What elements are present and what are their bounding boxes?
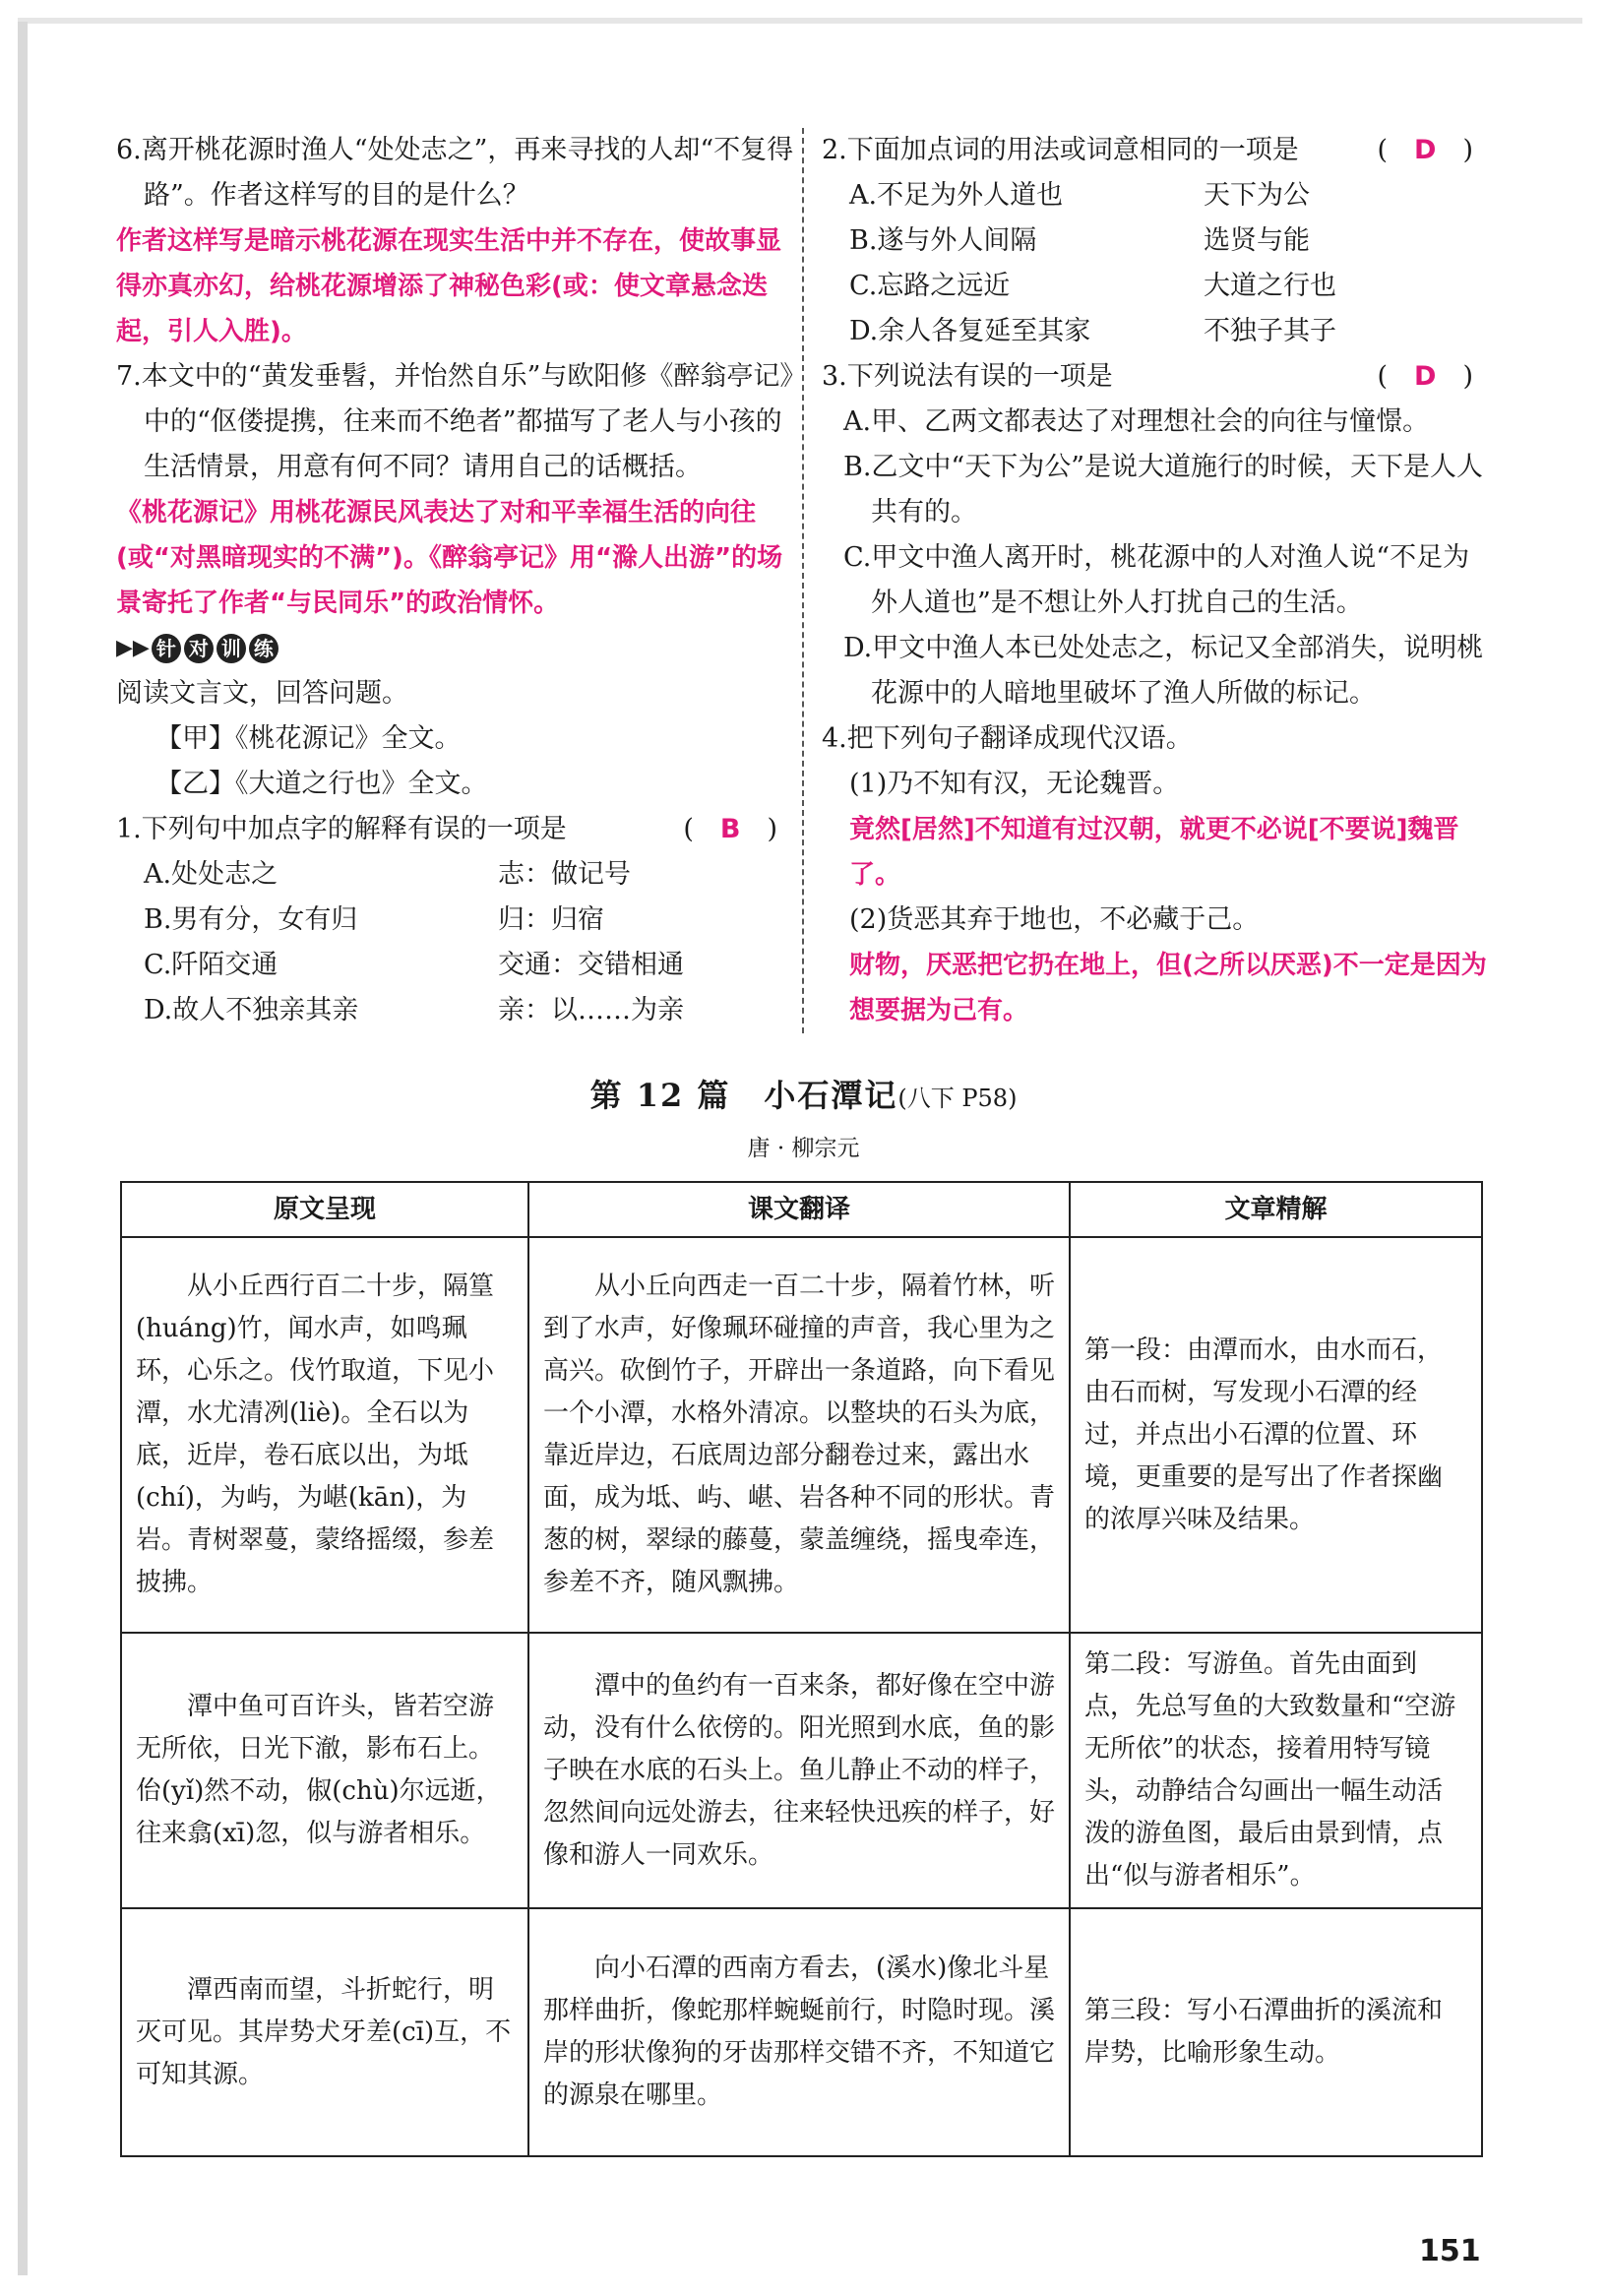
translation-cell: 潭中的鱼约有一百来条，都好像在空中游动，没有什么依傍的。阳光照到水底，鱼的影子映在水底的石头上。鱼儿静止不动的样子，忽然间向远处游去，往来轻快迅疾的样子，好像和游人一同欢乐。 <box>528 1633 1070 1908</box>
translation-cell: 向小石潭的西南方看去，(溪水)像北斗星那样曲折，像蛇那样蜿蜒前行，时隐时现。溪岸的形状像狗的牙齿那样交错不齐，不知道它的源泉在哪里。 <box>528 1908 1070 2156</box>
q3-option: C.甲文中渔人离开时，桃花源中的人对渔人说“不足为外人道也”是不想让外人打扰自己的生活。 <box>843 542 1470 618</box>
q2-option <box>822 264 1491 309</box>
q1-option <box>116 988 795 1033</box>
question-4: 4.把下列句子翻译成现代汉语。 <box>822 723 1193 754</box>
source-b: 【乙】《大道之行也》全文。 <box>155 769 488 799</box>
question-2: 2.下面加点词的用法或词意相同的一项是 <box>822 135 1299 165</box>
section-author: 唐 · 柳宗元 <box>747 1136 860 1161</box>
section-title <box>0 1071 1607 1116</box>
question-6: 6.离开桃花源时渔人“处处志之”，再来寻找的人却“不复得路”。作者这样写的目的是什么？ <box>116 135 794 211</box>
analysis-cell: 第一段：由潭而水，由水而石，由石而树，写发现小石潭的经过，并点出小石潭的位置、环境，更重要的是写出了作者探幽的浓厚兴味及结果。 <box>1070 1237 1482 1633</box>
training-chip: 练 <box>249 634 278 663</box>
option-gloss: 归：归宿 <box>498 904 604 935</box>
column-header: 原文呈现 <box>121 1182 528 1237</box>
option-text: A.处处志之 <box>144 859 278 890</box>
q4-sentence-1: (1)乃不知有汉，无论魏晋。 <box>849 769 1180 799</box>
option-compare: 不独子其子 <box>1204 316 1336 346</box>
answer-1-bracket: ( B ) <box>683 814 777 844</box>
analysis-table <box>120 1181 1483 2157</box>
right-column <box>822 128 1491 1033</box>
q3-option: D.甲文中渔人本已处处志之，标记又全部消失，说明桃花源中的人暗地里破坏了渔人所做的标记。 <box>843 633 1484 709</box>
answer-2-bracket: ( D ) <box>1377 135 1473 165</box>
original-text-cell: 潭西南而望，斗折蛇行，明灭可见。其岸势犬牙差(cī)互，不可知其源。 <box>121 1908 528 2156</box>
table-row <box>121 1633 1482 1908</box>
training-header <box>116 626 795 671</box>
option-gloss: 志：做记号 <box>498 859 631 890</box>
analysis-cell: 第三段：写小石潭曲折的溪流和岸势，比喻形象生动。 <box>1070 1908 1482 2156</box>
option-compare: 天下为公 <box>1204 180 1310 211</box>
q1-option <box>116 898 795 943</box>
q2-option <box>822 309 1491 354</box>
question-1-line <box>116 807 795 852</box>
table-row <box>121 1908 1482 2156</box>
page-number: 151 <box>1419 2234 1481 2268</box>
option-gloss: 交通：交错相通 <box>498 950 684 980</box>
section-subtitle: (八下 P58) <box>897 1085 1018 1112</box>
section-title-text: 第 12 篇 小石潭记 <box>589 1077 898 1114</box>
option-text: D.余人各复延至其家 <box>849 316 1091 346</box>
answer-2: D <box>1414 135 1437 165</box>
q2-option <box>822 173 1491 218</box>
question-3-line <box>822 354 1491 400</box>
reading-intro: 阅读文言文，回答问题。 <box>116 678 408 709</box>
option-text: B.遂与外人间隔 <box>849 225 1037 256</box>
training-chip: 针 <box>152 634 181 663</box>
q3-option: A.甲、乙两文都表达了对理想社会的向往与憧憬。 <box>843 406 1430 437</box>
answer-3-bracket: ( D ) <box>1377 361 1473 392</box>
column-header: 文章精解 <box>1070 1182 1482 1237</box>
answer-3: D <box>1414 361 1437 392</box>
option-text: C.忘路之远近 <box>849 271 1011 301</box>
option-gloss: 亲：以……为亲 <box>498 995 684 1025</box>
double-arrow-icon: ▶▶ <box>116 636 150 660</box>
q1-option <box>116 852 795 898</box>
option-compare: 选贤与能 <box>1204 225 1310 256</box>
option-text: D.故人不独亲其亲 <box>144 995 359 1025</box>
source-a: 【甲】《桃花源记》全文。 <box>155 723 462 754</box>
column-divider <box>802 128 804 1033</box>
question-2-line <box>822 128 1491 173</box>
q4-answer-1: 竟然[居然]不知道有过汉朝，就更不必说[不要说]魏晋了。 <box>849 815 1459 890</box>
q4-sentence-2: (2)货恶其弃于地也，不必藏于己。 <box>849 904 1260 935</box>
question-1: 1.下列句中加点字的解释有误的一项是 <box>116 814 567 844</box>
translation-cell: 从小丘向西走一百二十步，隔着竹林，听到了水声，好像珮环碰撞的声音，我心里为之高兴。砍倒竹子，开辟出一条道路，向下看见一个小潭，水格外清凉。以整块的石头为底，靠近岸边，石底周边部分翻卷过来，露出水面，成为坻、屿、嵁、岩各种不同的形状。青葱的树，翠绿的藤蔓，蒙盖缠绕，摇曳牵连，参差不齐，随风飘拂。 <box>528 1237 1070 1633</box>
question-7: 7.本文中的“黄发垂髫，并怡然自乐”与欧阳修《醉翁亭记》中的“伛偻提携，往来而不绝者”都描写了老人与小孩的生活情景，用意有何不同？请用自己的话概括。 <box>116 361 793 482</box>
question-3: 3.下列说法有误的一项是 <box>822 361 1113 392</box>
table-header-row <box>121 1182 1482 1237</box>
table-row <box>121 1237 1482 1633</box>
column-header: 课文翻译 <box>528 1182 1070 1237</box>
q1-option <box>116 943 795 988</box>
left-column <box>116 128 795 1033</box>
analysis-cell: 第二段：写游鱼。首先由面到点，先总写鱼的大致数量和“空游无所依”的状态，接着用特写镜头，动静结合勾画出一幅生动活泼的游鱼图，最后由景到情，点出“似与游者相乐”。 <box>1070 1633 1482 1908</box>
option-compare: 大道之行也 <box>1204 271 1336 301</box>
answer-7: 《桃花源记》用桃花源民风表达了对和平幸福生活的向往(或“对黑暗现实的不满”)。《醉翁亭记》用“滁人出游”的场景寄托了作者“与民同乐”的政治情怀。 <box>116 498 783 618</box>
option-text: C.阡陌交通 <box>144 950 278 980</box>
training-chip: 对 <box>184 634 214 663</box>
q4-answer-2: 财物，厌恶把它扔在地上，但(之所以厌恶)不一定是因为想要据为己有。 <box>849 951 1487 1025</box>
option-text: A.不足为外人道也 <box>849 180 1064 211</box>
q2-option <box>822 218 1491 264</box>
training-chip: 训 <box>216 634 246 663</box>
scan-edge-top <box>18 18 1582 24</box>
option-text: B.男有分，女有归 <box>144 904 358 935</box>
answer-6: 作者这样写是暗示桃花源在现实生活中并不存在，使故事显得亦真亦幻，给桃花源增添了神秘色彩(或：使文章悬念迭起，引人入胜)。 <box>116 226 782 346</box>
answer-1: B <box>719 814 741 844</box>
original-text-cell: 潭中鱼可百许头，皆若空游无所依，日光下澈，影布石上。佁(yǐ)然不动，俶(chù)尔远逝，往来翕(xī)忽，似与游者相乐。 <box>121 1633 528 1908</box>
q3-option: B.乙文中“天下为公”是说大道施行的时候，天下是人人共有的。 <box>843 452 1484 527</box>
original-text-cell: 从小丘西行百二十步，隔篁(huáng)竹，闻水声，如鸣珮环，心乐之。伐竹取道，下见小潭，水尤清冽(liè)。全石以为底，近岸，卷石底以出，为坻(chí)，为屿，为嵁(kān)，为岩。青树翠蔓，蒙络摇缀，参差披拂。 <box>121 1237 528 1633</box>
